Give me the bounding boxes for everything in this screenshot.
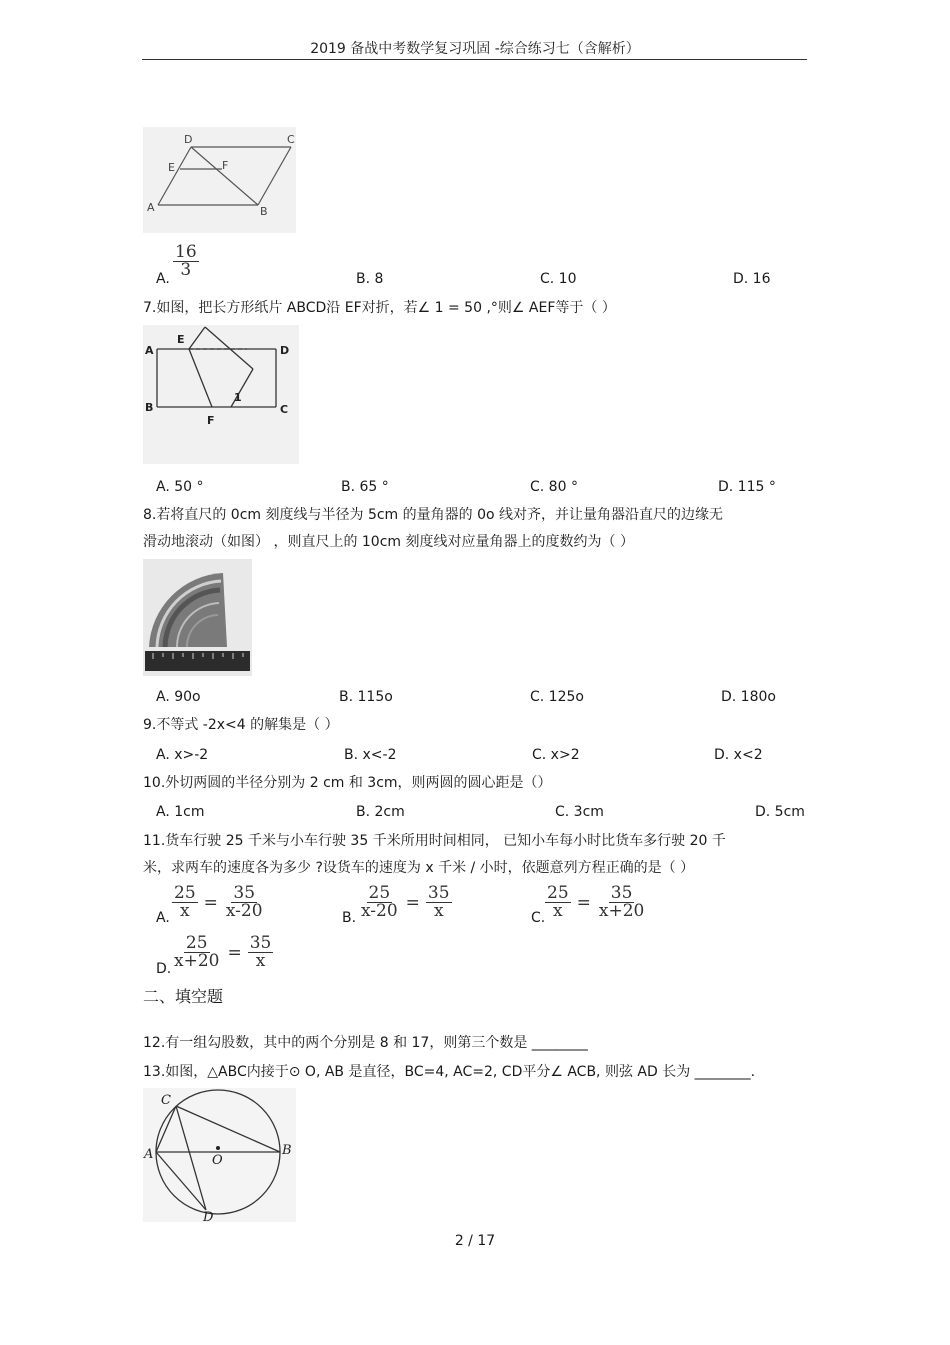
label-1: 1 — [234, 391, 242, 404]
section-title-fill-in: 二、填空题 — [143, 987, 224, 1006]
q7-option-a[interactable]: A. 50 ° — [156, 479, 204, 495]
q7-stem: 7.如图，把长方形纸片 ABCD沿 EF对折，若∠ 1 = 50 ,°则∠ AEF等于（ ） — [143, 300, 616, 316]
q10-option-d[interactable]: D. 5cm — [755, 804, 805, 820]
label-a: A — [147, 201, 155, 214]
label-d: D — [280, 344, 290, 357]
label-d: D — [184, 133, 193, 146]
q7-option-b[interactable]: B. 65 ° — [341, 479, 389, 495]
label-b: B — [282, 1143, 292, 1158]
header-divider — [142, 59, 807, 60]
q9-option-b[interactable]: B. x<-2 — [344, 747, 397, 763]
q11-option-c[interactable]: $\frac{25}{x}$ = $\frac{35}{x+20}$ — [547, 883, 645, 921]
label-e: E — [177, 333, 185, 346]
q13-stem: 13.如图，△ABC内接于⊙ O, AB 是直径，BC=4, AC=2, CD平分∠ ACB, 则弦 AD 长为 ________. — [143, 1064, 756, 1080]
q8-option-b[interactable]: B. 115o — [339, 689, 393, 705]
q11-stem-line1: 11.货车行驶 25 千米与小车行驶 35 千米所用时间相同， 已知小车每小时比货车多行驶 20 千 — [143, 833, 726, 849]
q10-option-c[interactable]: C. 3cm — [555, 804, 604, 820]
q10-option-b[interactable]: B. 2cm — [356, 804, 405, 820]
q11-option-b-label: B. — [342, 910, 357, 926]
q9-stem: 9.不等式 -2x<4 的解集是（ ） — [143, 717, 339, 733]
q8-option-a[interactable]: A. 90o — [156, 689, 201, 705]
q11-option-a[interactable]: $\frac{25}{x}$ = $\frac{35}{x-20}$ — [174, 883, 263, 921]
q8-option-c[interactable]: C. 125o — [530, 689, 584, 705]
q6-option-c[interactable]: C. 10 — [540, 271, 577, 287]
parallelogram-figure — [143, 127, 296, 233]
q11-option-d[interactable]: $\frac{25}{x+20}$ = $\frac{35}{x}$ — [174, 933, 272, 971]
q7-option-c[interactable]: C. 80 ° — [530, 479, 578, 495]
label-c: C — [161, 1093, 171, 1108]
label-a: A — [144, 1147, 154, 1162]
label-a: A — [145, 344, 154, 357]
label-f: F — [222, 159, 229, 172]
q7-option-d[interactable]: D. 115 ° — [718, 479, 776, 495]
label-b: B — [260, 205, 268, 218]
label-o: O — [212, 1153, 223, 1168]
label-e: E — [168, 161, 175, 174]
label-c: C — [280, 403, 289, 416]
label-c: C — [287, 133, 295, 146]
label-d: D — [203, 1210, 214, 1222]
q8-stem-line1: 8.若将直尺的 0cm 刻度线与半径为 5cm 的量角器的 0o 线对齐，并让量角器沿直尺的边缘无 — [143, 507, 724, 523]
q11-option-a-label: A. — [156, 910, 170, 926]
page-number: 2 / 17 — [454, 1233, 496, 1249]
q6-option-d[interactable]: D. 16 — [733, 271, 771, 287]
q6-option-a-fraction: $\frac{16}{3}$ — [175, 242, 197, 280]
q9-option-d[interactable]: D. x<2 — [714, 747, 763, 763]
q10-option-a[interactable]: A. 1cm — [156, 804, 205, 820]
label-b: B — [145, 401, 154, 414]
q9-option-c[interactable]: C. x>2 — [532, 747, 580, 763]
folded-rectangle-figure — [143, 325, 299, 464]
q12-stem: 12.有一组勾股数，其中的两个分别是 8 和 17，则第三个数是 ________ — [143, 1035, 588, 1051]
q11-option-c-label: C. — [531, 910, 546, 926]
q11-option-d-label: D. — [156, 961, 172, 977]
q11-option-b[interactable]: $\frac{25}{x-20}$ = $\frac{35}{x}$ — [361, 883, 450, 921]
q6-option-b[interactable]: B. 8 — [356, 271, 384, 287]
protractor-ruler-photo — [143, 559, 252, 676]
q10-stem: 10.外切两圆的半径分别为 2 cm 和 3cm，则两圆的圆心距是（） — [143, 775, 552, 791]
label-f: F — [207, 414, 215, 427]
q11-stem-line2: 米，求两车的速度各为多少 ?设货车的速度为 x 千米 / 小时，依题意列方程正确的是（ ） — [143, 860, 695, 876]
q8-option-d[interactable]: D. 180o — [721, 689, 776, 705]
inscribed-triangle-circle-figure — [143, 1088, 296, 1222]
q9-option-a[interactable]: A. x>-2 — [156, 747, 209, 763]
page-header-title: 2019 备战中考数学复习巩固 -综合练习七（含解析） — [310, 41, 640, 57]
q8-stem-line2: 滑动地滚动（如图） ，则直尺上的 10cm 刻度线对应量角器上的度数约为（ ） — [143, 534, 634, 550]
